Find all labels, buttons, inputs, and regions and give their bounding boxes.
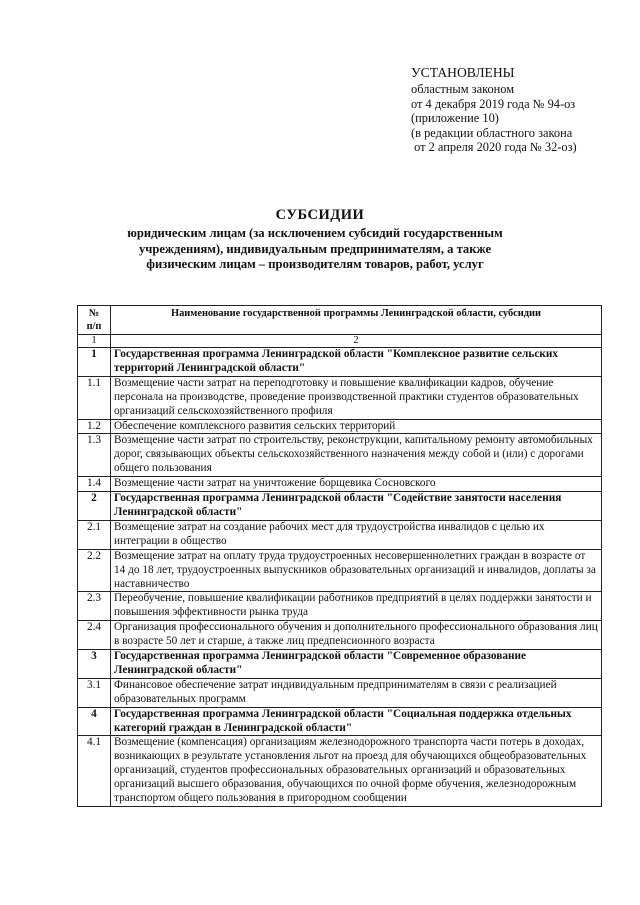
approval-line: областным законом bbox=[411, 82, 515, 96]
program-row bbox=[78, 707, 602, 736]
approval-line: (в редакции областного закона bbox=[411, 125, 573, 140]
row-number-cell: 3.1 bbox=[78, 678, 111, 707]
approval-line: (приложение 10) bbox=[411, 111, 499, 126]
row-number-cell: 1.3 bbox=[78, 434, 111, 477]
row-number-cell: 1.4 bbox=[78, 477, 111, 492]
approval-line: от 4 декабря 2019 года № 94-оз bbox=[411, 96, 576, 111]
header-num-line1: № bbox=[88, 308, 100, 319]
table-header-row bbox=[78, 306, 602, 335]
header-name-text: Наименование государственной программы Ленинградской области, субсидии bbox=[170, 308, 542, 319]
approval-heading: УСТАНОВЛЕНЫ bbox=[411, 65, 515, 80]
document-subtitle bbox=[86, 226, 544, 273]
subsidy-row bbox=[78, 736, 602, 807]
subsidy-row bbox=[78, 678, 602, 707]
subsidy-name-cell: Возмещение части затрат на переподготовку и повышение квалификации кадров, обучение персонала на производстве, проведение производственной практики студентов образовательных организаций сельскохозяйственного профиля bbox=[111, 376, 602, 419]
subsidy-row bbox=[78, 376, 602, 419]
column-number-cell: 1 bbox=[78, 335, 111, 348]
program-name-cell: Государственная программа Ленинградской области "Современное образование Ленинградской области" bbox=[111, 650, 602, 679]
subsidy-name-cell: Организация профессионального обучения и дополнительного профессионального образования лиц в возрасте 50 лет и старше, а также лиц предпенсионного возраста bbox=[111, 621, 602, 650]
subsidy-name-cell: Возмещение части затрат по строительству, реконструкции, капитальному ремонту автомобильных дорог, связывающих объекты сельскохозяйственного назначения между собой и (или) с дорогами общего пользования bbox=[111, 434, 602, 477]
subsidy-row bbox=[78, 419, 602, 434]
subsidies-table-body bbox=[78, 306, 602, 807]
subsidy-name-cell: Финансовое обеспечение затрат индивидуальным предпринимателям в связи с реализацией образовательных программ bbox=[111, 678, 602, 707]
subsidy-row bbox=[78, 434, 602, 477]
program-row bbox=[78, 492, 602, 521]
program-name-cell: Государственная программа Ленинградской области "Комплексное развитие сельских территорий Ленинградской области" bbox=[111, 348, 602, 377]
subsidy-name-cell: Переобучение, повышение квалификации работников предприятий в целях поддержки занятости и повышения эффективности рынка труда bbox=[111, 592, 602, 621]
subsidy-name-cell: Возмещение части затрат на уничтожение борщевика Сосновского bbox=[111, 477, 602, 492]
row-number-cell: 3 bbox=[78, 650, 111, 679]
subsidy-row bbox=[78, 621, 602, 650]
subsidy-row bbox=[78, 477, 602, 492]
row-number-cell: 2 bbox=[78, 492, 111, 521]
subsidy-name-cell: Возмещение затрат на создание рабочих мест для трудоустройства инвалидов с целью их интеграции в общество bbox=[111, 520, 602, 549]
program-row bbox=[78, 650, 602, 679]
column-number-cell: 2 bbox=[111, 335, 602, 348]
subsidies-table bbox=[77, 305, 602, 807]
row-number-cell: 2.2 bbox=[78, 549, 111, 592]
subtitle-line: физическим лицам – производителям товаров, работ, услуг bbox=[146, 257, 484, 271]
approval-block bbox=[411, 64, 633, 155]
row-number-cell: 1.2 bbox=[78, 419, 111, 434]
program-name-cell: Государственная программа Ленинградской области "Содействие занятости населения Ленинградской области" bbox=[111, 492, 602, 521]
document-title: СУБСИДИИ bbox=[275, 207, 365, 223]
subsidy-name-cell: Возмещение затрат на оплату труда трудоустроенных несовершеннолетних граждан в возрасте от 14 до 18 лет, трудоустроенных выпускников образовательных организаций и инвалидов, доплаты за наставничество bbox=[111, 549, 602, 592]
subtitle-line: учреждениям), индивидуальным предпринимателям, а также bbox=[138, 241, 492, 256]
header-name-cell bbox=[111, 306, 602, 335]
row-number-cell: 2.1 bbox=[78, 520, 111, 549]
subsidy-row bbox=[78, 520, 602, 549]
subsidy-row bbox=[78, 592, 602, 621]
program-row bbox=[78, 348, 602, 377]
row-number-cell: 4.1 bbox=[78, 736, 111, 807]
row-number-cell: 2.3 bbox=[78, 592, 111, 621]
approval-line: от 2 апреля 2020 года № 32-оз) bbox=[411, 140, 577, 155]
program-name-cell: Государственная программа Ленинградской области "Социальная поддержка отдельных категорий граждан в Ленинградской области" bbox=[111, 707, 602, 736]
subsidy-name-cell: Возмещение (компенсация) организациям железнодорожного транспорта части потерь в доходах, возникающих в результате установления льгот на проезд для обучающихся общеобразовательных организаций, студентов профессиональных образовательных организаций и образовательных организаций высшего образования, обучающихся по очной форме обучения, железнодорожным транспортом общего пользования в пригородном сообщении bbox=[111, 736, 602, 807]
row-number-cell: 2.4 bbox=[78, 621, 111, 650]
column-number-row bbox=[78, 335, 602, 348]
subsidy-row bbox=[78, 549, 602, 592]
subtitle-line: юридическим лицам (за исключением субсидий государственным bbox=[127, 226, 503, 240]
row-number-cell: 1 bbox=[78, 348, 111, 377]
header-num-line2: п/п bbox=[86, 320, 102, 332]
header-num-cell bbox=[78, 306, 111, 335]
row-number-cell: 1.1 bbox=[78, 376, 111, 419]
subsidy-name-cell: Обеспечение комплексного развития сельских территорий bbox=[111, 419, 602, 434]
row-number-cell: 4 bbox=[78, 707, 111, 736]
